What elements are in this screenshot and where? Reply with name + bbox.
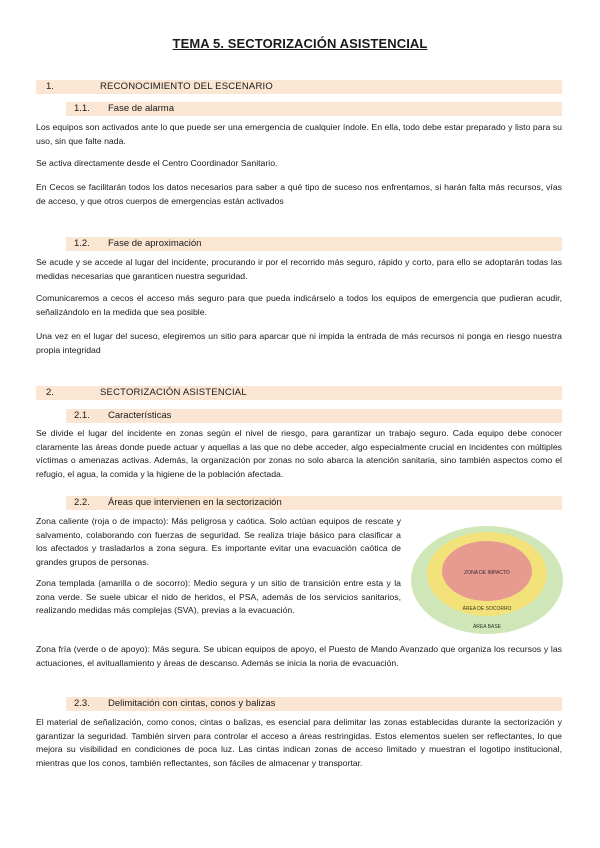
- section-heading-2: [36, 386, 562, 400]
- subsection-heading-2-2: [66, 496, 562, 510]
- section-heading-1: [36, 80, 562, 94]
- subsection-number: 1.2.: [74, 238, 90, 249]
- page-title: TEMA 5. SECTORIZACIÓN ASISTENCIAL: [172, 36, 428, 51]
- paragraph-zona-fria: Zona fría (verde o de apoyo): Más segura. Se ubican equipos de apoyo, el Puesto de Mando Avanzado que organiza los recursos y las actuaciones, el avituallamiento y áreas de descanso. Además se inicia la noria de evacuación.: [36, 644, 562, 668]
- paragraph: Se divide el lugar del incidente en zonas según el nivel de riesgo, para garantizar un trabajo seguro. Cada equipo debe conocer claramente las áreas donde puede actuar y aquellas a las que no debe acceder, algo especialmente crucial en incidentes con múltiples víctimas o amenazas activas. Además, la organización por zonas no solo abarca la atención sanitaria, sino también aspectos como el refugio, el agua, la comida y la higiene de la población afectada.: [36, 428, 562, 479]
- paragraph: En Cecos se facilitarán todos los datos necesarios para saber a qué tipo de suceso nos enfrentamos, si harán falta más recursos, vías de acceso, y que otros cuerpos de emergencias están activados: [36, 182, 562, 206]
- zones-diagram: [410, 525, 565, 635]
- paragraph-zona-caliente: Zona caliente (roja o de impacto): Más peligrosa y caótica. Solo actúan equipos de rescate y salvamento, colaborando con fuerzas de seguridad. Se realiza triaje básico para clasificar a los afectados y trasladarlos a zona segura. Es importante evitar una evacuación caótica de grandes grupos de personas.: [36, 516, 401, 567]
- subsection-number: 1.1.: [74, 103, 90, 114]
- section-number: 2.: [46, 387, 54, 398]
- paragraph: Se activa directamente desde el Centro Coordinador Sanitario.: [36, 158, 278, 168]
- paragraph-zona-templada: Zona templada (amarilla o de socorro): Medio segura y un sitio de transición entre esta y la zona verde. Se suele ubicar el nido de heridos, el PSA, además de los servicios sanitarios, realizando medidas más complejas (SVA), previas a la evacuación.: [36, 578, 401, 615]
- section-title: RECONOCIMIENTO DEL ESCENARIO: [100, 81, 273, 92]
- subsection-title: Características: [108, 410, 172, 421]
- paragraph: Una vez en el lugar del suceso, elegiremos un sitio para aparcar que ni impida la entrada de más recursos ni ponga en riesgo nuestra propia integridad: [36, 331, 562, 355]
- subsection-title: Fase de alarma: [108, 103, 175, 114]
- zone-label-socorro: ÁREA DE SOCORRO: [462, 606, 512, 612]
- paragraph: Se acude y se accede al lugar del incidente, procurando ir por el recorrido más seguro, rápido y corto, para ello se adoptarán todas las medidas necesarias que garanticen nuestra seguridad.: [36, 257, 562, 281]
- zone-label-impact: ZONA DE IMPACTO: [464, 570, 510, 576]
- section-number: 1.: [46, 81, 54, 92]
- subsection-heading-1-2: [66, 237, 562, 251]
- subsection-number: 2.2.: [74, 497, 90, 508]
- paragraph: Comunicaremos a cecos el acceso más seguro para que pueda indicárselo a todos los equipos de emergencia que pudieran acudir, señalizándolo en la medida que sea posible.: [36, 293, 562, 317]
- paragraph: El material de señalización, como conos, cintas o balizas, es esencial para delimitar las zonas establecidas durante la sectorización y garantizar la seguridad. También sirven para controlar el acceso a áreas restringidas. Estos elementos suelen ser reflectantes, lo que mejora su visibilidad en condiciones de poca luz. Las cintas indican zonas de acceso limitado y muestran el logotipo institucional, mientras que los conos, también reflectantes, son fáciles de almacenar y transportar.: [36, 717, 562, 768]
- subsection-title: Áreas que intervienen en la sectorización: [108, 497, 282, 508]
- paragraph: Los equipos son activados ante lo que puede ser una emergencia de cualquier índole. En ella, todo debe estar preparado y listo para su uso, sin que falte nada.: [36, 122, 562, 146]
- subsection-heading-2-3: [66, 697, 562, 711]
- subsection-heading-2-1: [66, 409, 562, 423]
- section-title: SECTORIZACIÓN ASISTENCIAL: [100, 387, 247, 398]
- subsection-title: Fase de aproximación: [108, 238, 202, 249]
- subsection-number: 2.3.: [74, 698, 90, 709]
- subsection-heading-1-1: [66, 102, 562, 116]
- subsection-number: 2.1.: [74, 410, 90, 421]
- zone-label-base: ÁREA BASE: [472, 624, 502, 630]
- subsection-title: Delimitación con cintas, conos y balizas: [108, 698, 276, 709]
